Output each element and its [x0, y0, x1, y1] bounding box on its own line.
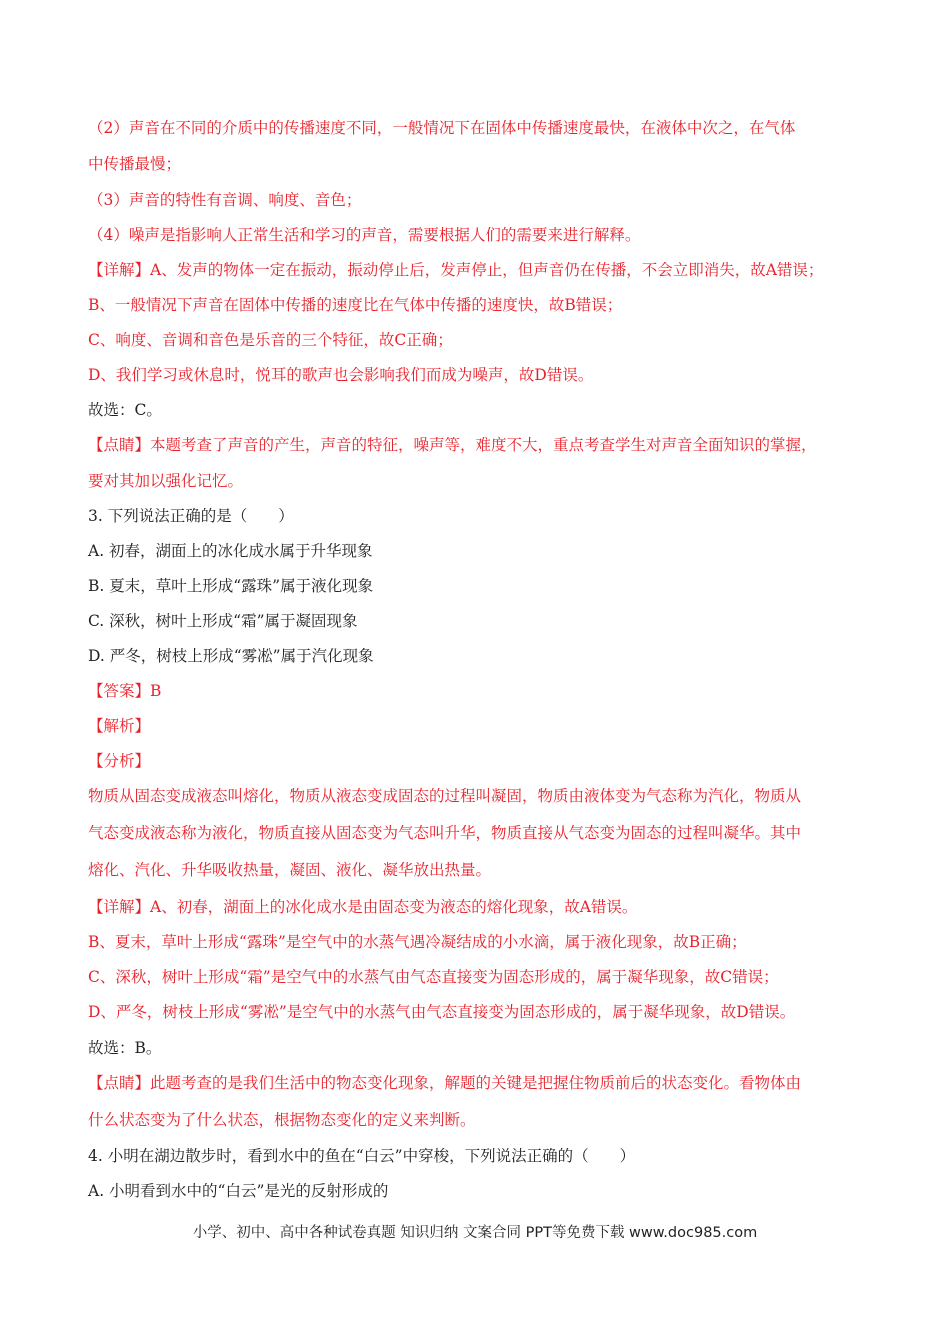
text-line: D. 严冬，树枝上形成“雾凇”属于汽化现象: [88, 647, 374, 665]
text-line: 故选：B。: [88, 1039, 162, 1057]
text-line: C、深秋，树叶上形成“霜”是空气中的水蒸气由气态直接变为固态形成的，属于凝华现象，故C错误；: [88, 968, 779, 986]
text-line: C、响度、音调和音色是乐音的三个特征，故C正确；: [88, 331, 453, 349]
text-line: A. 小明看到水中的“白云”是光的反射形成的: [88, 1182, 389, 1200]
text-line: （4）噪声是指影响人正常生活和学习的声音，需要根据人们的需要来进行解释。: [88, 226, 641, 244]
text-line: 【解析】: [88, 717, 151, 735]
text-line: 【点睛】本题考查了声音的产生，声音的特征，噪声等，难度不大，重点考查学生对声音全面知识的掌握，: [88, 436, 817, 454]
text-line: 【详解】A、发声的物体一定在振动，振动停止后，发声停止，但声音仍在传播，不会立即消失，故A错误；: [88, 261, 824, 279]
text-line: （3）声音的特性有音调、响度、音色；: [88, 191, 362, 209]
text-line: 4. 小明在湖边散步时，看到水中的鱼在“白云”中穿梭，下列说法正确的（ ）: [88, 1147, 636, 1165]
text-line: B、夏末，草叶上形成“露珠”是空气中的水蒸气遇冷凝结成的小水滴，属于液化现象，故B正确；: [88, 933, 747, 951]
text-line: A. 初春，湖面上的冰化成水属于升华现象: [88, 542, 373, 560]
text-line: 中传播最慢；: [88, 155, 182, 173]
text-line: 故选：C。: [88, 401, 162, 419]
text-line: C. 深秋，树叶上形成“霜”属于凝固现象: [88, 612, 358, 630]
text-line: 物质从固态变成液态叫熔化，物质从液态变成固态的过程叫凝固，物质由液体变为气态称为汽化，物质从: [88, 787, 802, 805]
text-line: 要对其加以强化记忆。: [88, 472, 244, 490]
text-line: 【点睛】此题考查的是我们生活中的物态变化现象，解题的关键是把握住物质前后的状态变化。看物体由: [88, 1074, 802, 1092]
text-line: 【详解】A、初春，湖面上的冰化成水是由固态变为液态的熔化现象，故A错误。: [88, 898, 638, 916]
text-line: 熔化、汽化、升华吸收热量，凝固、液化、凝华放出热量。: [88, 861, 492, 879]
text-line: B、一般情况下声音在固体中传播的速度比在气体中传播的速度快，故B错误；: [88, 296, 623, 314]
text-line: 气态变成液态称为液化，物质直接从固态变为气态叫升华，物质直接从气态变为固态的过程叫凝华。其中: [88, 824, 802, 842]
text-line: 【分析】: [88, 752, 151, 770]
text-line: B. 夏末，草叶上形成“露珠”属于液化现象: [88, 577, 374, 595]
text-line: 【答案】B: [88, 682, 162, 700]
text-line: 3. 下列说法正确的是（ ）: [88, 507, 294, 525]
text-line: D、严冬，树枝上形成“雾凇”是空气中的水蒸气由气态直接变为固态形成的，属于凝华现象，故D错误。: [88, 1003, 796, 1021]
text-line: 什么状态变为了什么状态，根据物态变化的定义来判断。: [88, 1111, 476, 1129]
text-line: D、我们学习或休息时，悦耳的歌声也会影响我们而成为噪声，故D错误。: [88, 366, 594, 384]
page-footer: 小学、初中、高中各种试卷真题 知识归纳 文案合同 PPT等免费下载 www.doc985.com: [192, 1225, 758, 1241]
text-line: （2）声音在不同的介质中的传播速度不同，一般情况下在固体中传播速度最快，在液体中次之，在气体: [88, 119, 796, 137]
